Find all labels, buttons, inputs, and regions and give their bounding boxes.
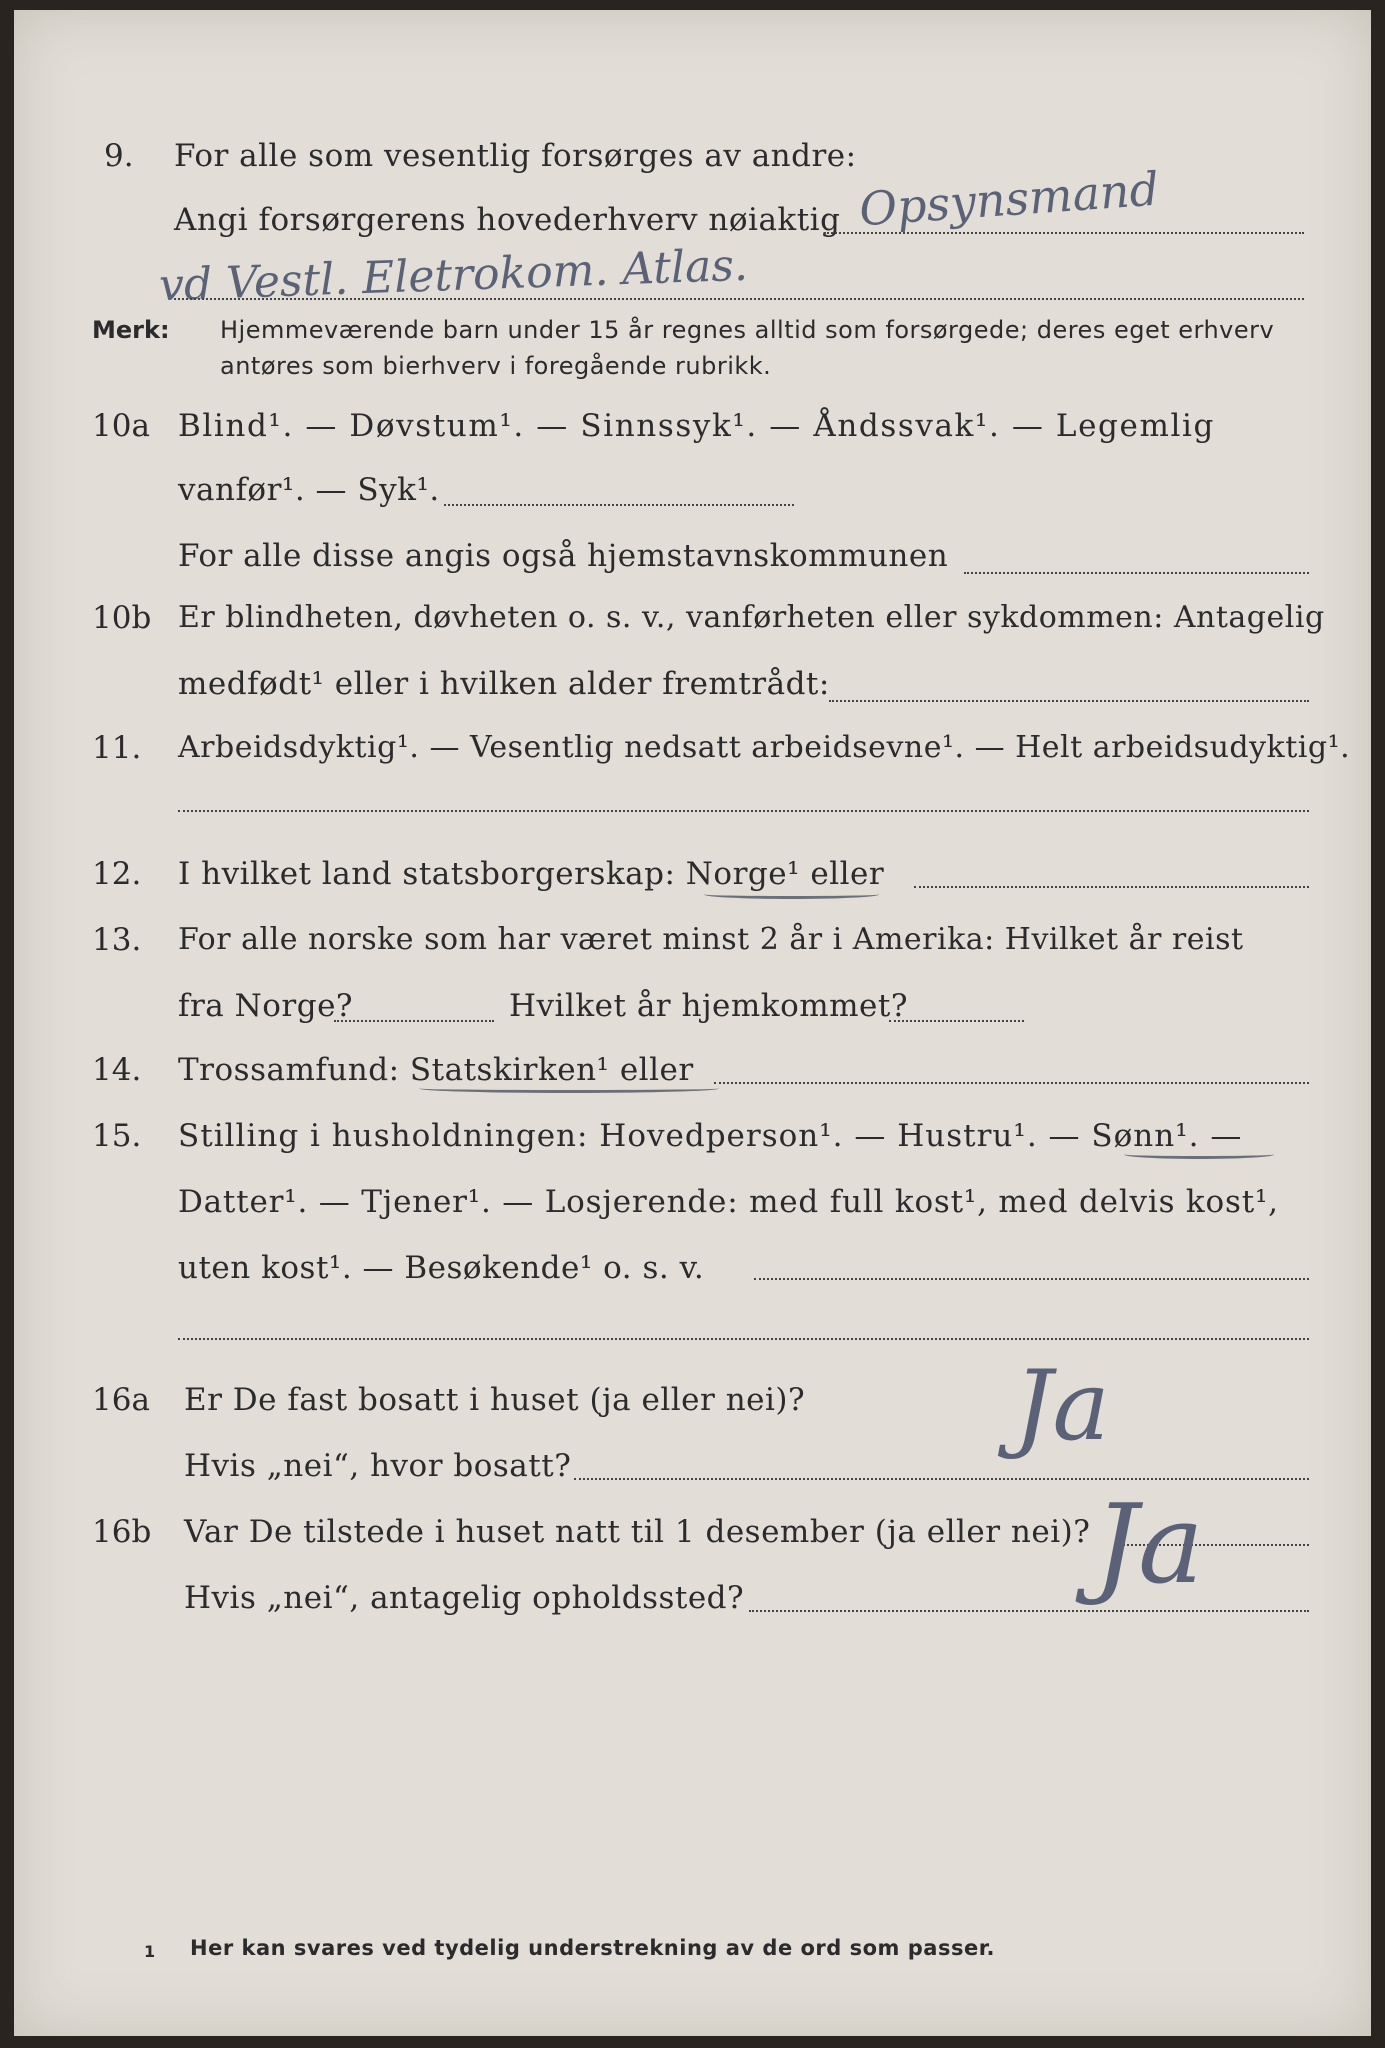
merk-label: Merk:	[92, 316, 170, 344]
q16b-number: 16b	[92, 1514, 152, 1550]
q10a-line3: For alle disse angis også hjemstavnskommunen	[178, 538, 949, 574]
q14-number: 14.	[92, 1052, 142, 1088]
q10a-number: 10a	[92, 408, 150, 444]
q14-line1: Trossamfund: Statskirken¹ eller	[178, 1052, 694, 1088]
footnote-text: Her kan svares ved tydelig understrekning av de ord som passer.	[190, 1936, 996, 1960]
q10a-line2: vanfør¹. — Syk¹.	[178, 472, 440, 508]
q9-answer-line2[interactable]	[174, 298, 1304, 300]
q15-answer-line1[interactable]	[754, 1278, 1309, 1280]
q11-number: 11.	[92, 730, 142, 766]
q9-question-line2: Angi forsørgerens hovederhverv nøiaktig	[174, 202, 841, 238]
q10b-line2: medfødt¹ eller i hvilken alder fremtrådt:	[178, 666, 830, 702]
q11-answer-line[interactable]	[178, 810, 1309, 812]
q16a-number: 16a	[92, 1382, 150, 1418]
q15-line1: Stilling i husholdningen: Hovedperson¹. — Hustru¹. — Sønn¹. —	[178, 1118, 1243, 1154]
q9-handwritten-answer-b: vd Vestl. Eletrokom. Atlas.	[158, 239, 749, 312]
q13-number: 13.	[92, 922, 142, 958]
q10b-number: 10b	[92, 600, 152, 636]
q15-sonn-underline-mark	[1124, 1150, 1274, 1159]
q12-norge-underline-mark	[704, 890, 879, 899]
q10a-line1: Blind¹. — Døvstum¹. — Sinnssyk¹. — Åndssvak¹. — Legemlig	[178, 408, 1215, 444]
q15-line2: Datter¹. — Tjener¹. — Losjerende: med full kost¹, med delvis kost¹,	[178, 1184, 1279, 1220]
census-form-page	[14, 10, 1371, 2036]
q12-line1: I hvilket land statsborgerskap: Norge¹ eller	[178, 856, 885, 892]
merk-note-line1: Hjemmeværende barn under 15 år regnes alltid som forsørgede; deres eget erhverv	[220, 316, 1275, 344]
q12-answer-line[interactable]	[914, 886, 1309, 888]
q9-question-line1: For alle som vesentlig forsørges av andre:	[174, 138, 857, 174]
q10a-syk-answer-line[interactable]	[444, 504, 794, 506]
q14-statskirken-underline-mark	[419, 1084, 719, 1093]
q16a-line1: Er De fast bosatt i huset (ja eller nei)?	[184, 1382, 806, 1418]
q16b-handwritten-answer: Ja	[1094, 1480, 1204, 1608]
q13-hjemkommet-answer-line[interactable]	[889, 1020, 1024, 1022]
q16a-line2: Hvis „nei“, hvor bosatt?	[184, 1448, 572, 1484]
q13-line2b: Hvilket år hjemkommet?	[509, 988, 908, 1024]
q15-answer-line2[interactable]	[178, 1338, 1309, 1340]
merk-note-line2: antøres som bierhverv i foregående rubrikk.	[220, 352, 772, 380]
q15-line3: uten kost¹. — Besøkende¹ o. s. v.	[178, 1250, 705, 1286]
q16a-handwritten-answer: Ja	[1014, 1350, 1110, 1462]
q13-line1: For alle norske som har været minst 2 år i Amerika: Hvilket år reist	[178, 922, 1244, 957]
q16b-line1: Var De tilstede i huset natt til 1 desember (ja eller nei)?	[184, 1514, 1091, 1550]
q10b-answer-line[interactable]	[829, 700, 1309, 702]
q9-handwritten-answer-a: Opsynsmand	[857, 161, 1161, 237]
footnote-mark: 1	[144, 1942, 156, 1961]
q16b-answer-line2[interactable]	[749, 1610, 1309, 1612]
q11-line1: Arbeidsdyktig¹. — Vesentlig nedsatt arbeidsevne¹. — Helt arbeidsudyktig¹.	[178, 730, 1351, 765]
q10a-hjemstavn-answer-line[interactable]	[964, 572, 1309, 574]
q10b-line1: Er blindheten, døvheten o. s. v., vanførheten eller sykdommen: Antagelig	[178, 600, 1325, 635]
q9-number: 9.	[104, 138, 134, 174]
q15-number: 15.	[92, 1118, 142, 1154]
q14-answer-line[interactable]	[714, 1082, 1309, 1084]
q13-line2a: fra Norge?	[178, 988, 354, 1024]
q16b-line2: Hvis „nei“, antagelig opholdssted?	[184, 1580, 745, 1616]
q12-number: 12.	[92, 856, 142, 892]
q13-reist-answer-line[interactable]	[334, 1020, 494, 1022]
